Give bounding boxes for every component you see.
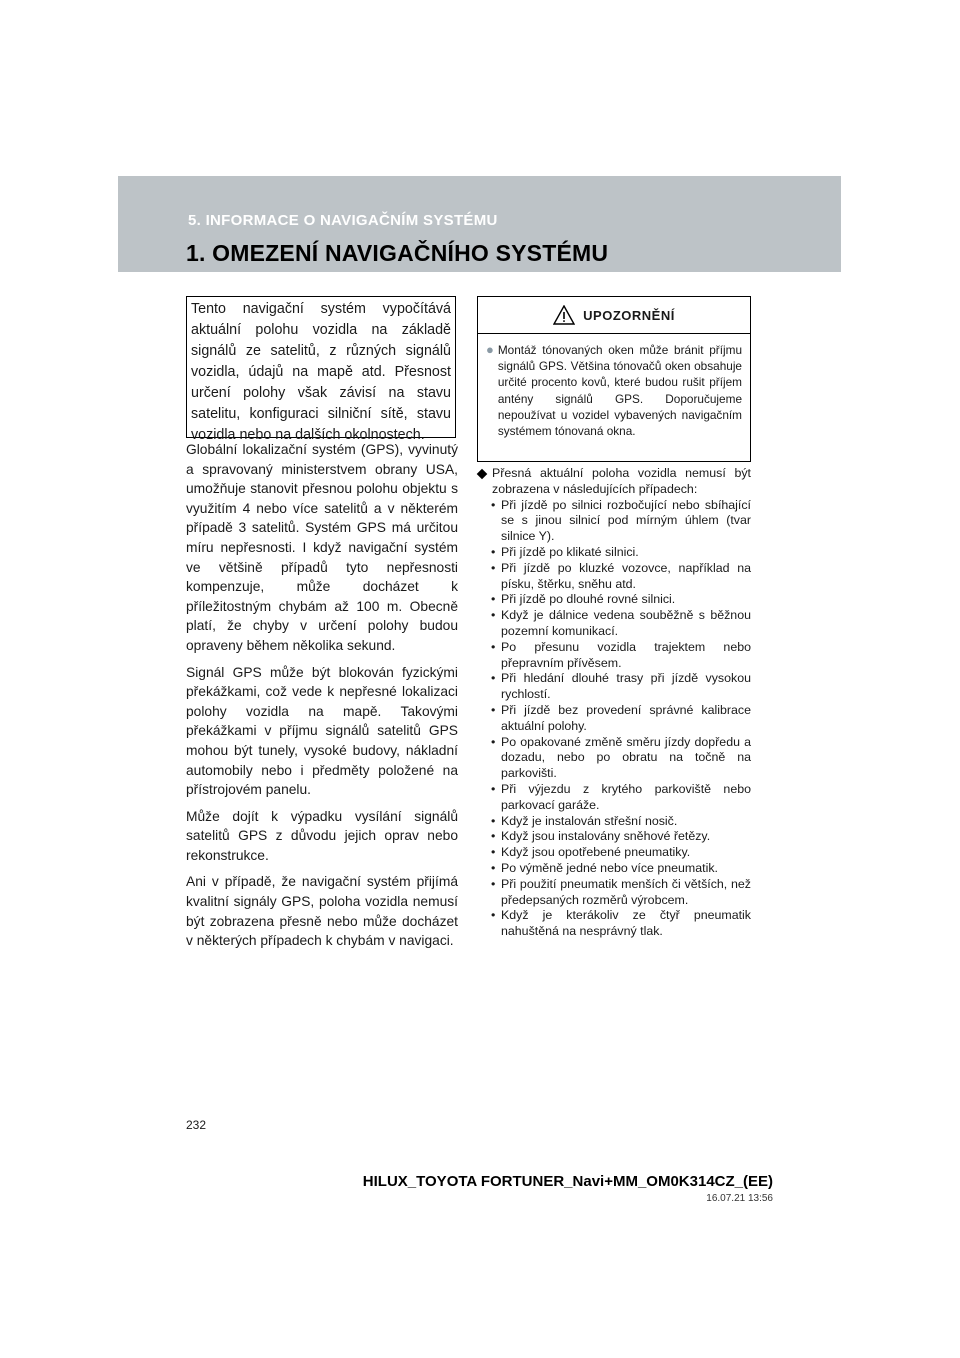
list-item: • Když jsou instalovány sněhové řetězy. (491, 829, 751, 845)
list-item: • Při jízdě po dlouhé rovné silnici. (491, 592, 751, 608)
caution-title: UPOZORNĚNÍ (583, 307, 675, 323)
bullet-dot-icon: ● (486, 342, 494, 357)
paragraph: Signál GPS může být blokován fyzickými překážkami, což vede k nepřesné lokalizaci polohy vozidla na mapě. Takovými překážkami v příjmu signálů satelitů GPS mohou být tunely, vysoké budovy, nákladní automobily nebo i předměty položené na přístrojovém panelu. (186, 664, 458, 798)
list-item: • Po výměně jedné nebo více pneumatik. (491, 861, 751, 877)
list-item: • Když je dálnice vedena souběžně s běžnou pozemní komunikací. (491, 608, 751, 640)
list-item: • Při hledání dlouhé trasy při jízdě vysokou rychlostí. (491, 671, 751, 703)
caution-text: Montáž tónovaných oken může bránit příjmu signálů GPS. Většina tónovačů oken obsahuje určité procento kovů, které budou rušit příjem antény signálů GPS. Doporučujeme nepoužívat u vozidel vybavených navigačním systémem tónovaná okna. (497, 343, 742, 439)
list-lead (477, 466, 751, 498)
page-title: 1. OMEZENÍ NAVIGAČNÍHO SYSTÉMU (186, 240, 609, 266)
list-item: • Při použití pneumatik menších či větších, než předepsaných rozměrů výrobcem. (491, 877, 751, 909)
right-column (477, 466, 751, 940)
paragraph: Může dojít k výpadku vysílání signálů satelitů GPS z důvodu jejich oprav nebo rekonstrukce. (186, 808, 458, 863)
caution-header (478, 297, 750, 334)
list-item: • Když je instalován střešní nosič. (491, 814, 751, 830)
list-item: • Při jízdě po silnici rozbočující nebo sbíhající se s jinou silnicí pod mírným úhlem (tvar silnice Y). (491, 498, 751, 545)
list-item: • Při jízdě bez provedení správné kalibrace aktuální polohy. (491, 703, 751, 735)
document-id: HILUX_TOYOTA FORTUNER_Navi+MM_OM0K314CZ_(EE) (362, 1173, 773, 1190)
list-item: • Když jsou opotřebené pneumatiky. (491, 845, 751, 861)
lead-text: Přesná aktuální poloha vozidla nemusí být zobrazena v následujících případech: (492, 466, 751, 496)
list-item: • Při jízdě po kluzké vozovce, například na písku, štěrku, sněhu atd. (491, 561, 751, 593)
diamond-bullet-icon (477, 469, 488, 480)
list-item: • Po opakované změně směru jízdy dopředu a dozadu, nebo po obratu na točně na parkovišti. (491, 735, 751, 782)
page-number: 232 (186, 1118, 207, 1132)
left-column (186, 440, 458, 958)
paragraph: Ani v případě, že navigační systém přijímá kvalitní signály GPS, poloha vozidla nemusí být zobrazena přesně nebo může docházet v některých případech k chybám v navigaci. (186, 874, 458, 949)
list-item: • Když je kterákoliv ze čtyř pneumatik nahuštěná na nesprávný tlak. (491, 908, 751, 940)
list-item: • Po přesunu vozidla trajektem nebo přepravním přívěsem. (491, 640, 751, 672)
list-item: • Při jízdě po klikaté silnici. (491, 545, 751, 561)
conditions-list (477, 498, 751, 940)
caution-body (478, 334, 750, 439)
caution-box (477, 296, 751, 462)
list-item: • Při výjezdu z krytého parkoviště nebo parkovací garáže. (491, 782, 751, 814)
warning-triangle-icon (553, 305, 575, 325)
section-label: 5. INFORMACE O NAVIGAČNÍM SYSTÉMU (188, 212, 498, 229)
intro-box: Tento navigační systém vypočítává aktuální polohu vozidla na základě signálů ze satelitů, z různých signálů vozidla, údajů na mapě atd. Přesnost určení polohy však závisí na stavu satelitu, konfiguraci silniční sítě, stavu vozidla nebo na dalších okolnostech. (186, 296, 456, 438)
paragraph: Globální lokalizační systém (GPS), vyvinutý a spravovaný ministerstvem obrany USA, umožňuje stanovit přesnou polohu objektu s využitím 4 nebo více satelitů a v některém případě 3 satelitů. Systém GPS má určitou míru nepřesnosti. I když navigační systém ve většině případů tyto nepřesnosti kompenzuje, může docházet k příležitostným chybám až 100 m. Obecně platí, že chyby v určení polohy budou opraveny během několika sekund. (186, 442, 458, 653)
document-timestamp: 16.07.21 13:56 (706, 1193, 773, 1204)
